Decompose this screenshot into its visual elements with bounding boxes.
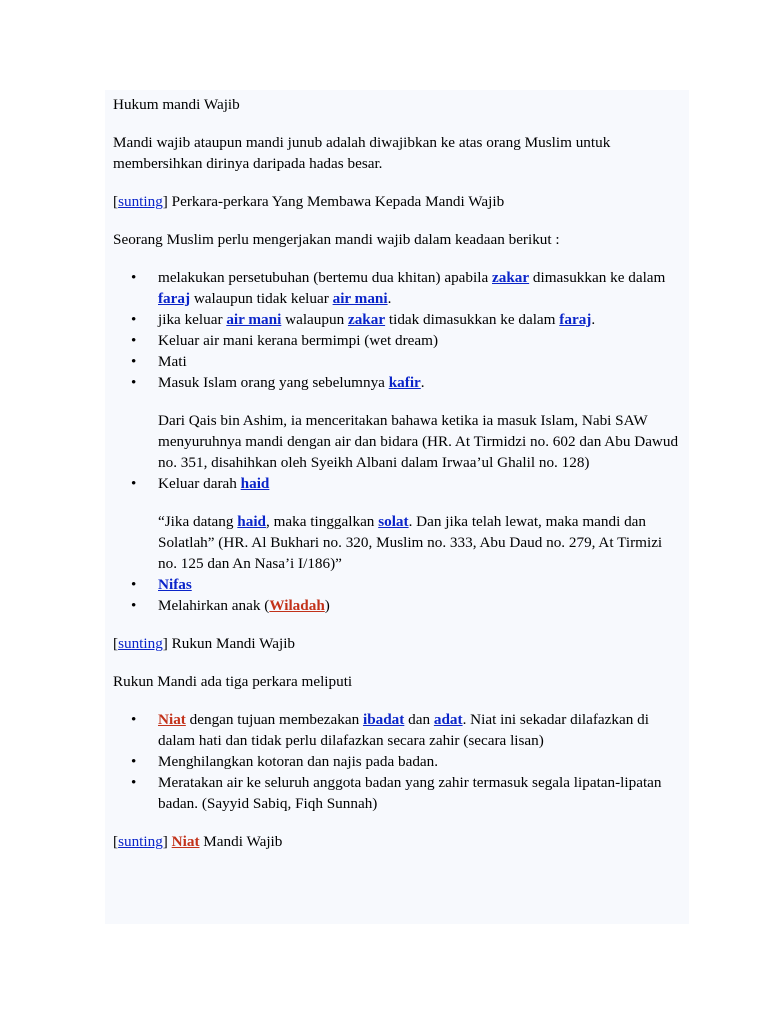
hadith-quote: “Jika datang haid, maka tinggalkan solat. Dan jika telah lewat, maka mandi dan Solatlah” (HR. Al Bukhari no. 320, Muslim no. 333, Abu Daud no. 279, At Tirmizi no. 125 dan An Nasa’i I/186)” xyxy=(158,513,663,572)
hadith-note: Dari Qais bin Ashim, ia menceritakan bahawa ketika ia masuk Islam, Nabi SAW menyuruhnya mandi dengan air dan bidara (HR. At Tirmidzi no. 602 dan Abu Dawud no. 351, disahihkan oleh Syeikh Albani dalam Irwaa’ul Ghalil no. 128) xyxy=(158,412,679,471)
list-item: • melakukan persetubuhan (bertemu dua khitan) apabila zakar dimasukkan ke dalam faraj walaupun tidak keluar air mani. xyxy=(131,269,666,307)
link-solat[interactable]: solat xyxy=(378,513,409,530)
section-lead: Seorang Muslim perlu mengerjakan mandi wajib dalam keadaan berikut : xyxy=(113,231,560,248)
list-item xyxy=(113,574,683,595)
list-item: • Menghilangkan kotoran dan najis pada badan. xyxy=(131,753,439,770)
bullet-icon: • xyxy=(131,475,137,492)
link-niat[interactable]: Niat xyxy=(171,833,200,850)
list-item: • Mati xyxy=(131,353,187,370)
edit-link[interactable]: sunting xyxy=(118,635,163,652)
link-niat[interactable]: Niat xyxy=(158,711,186,728)
list-item: • Keluar darah haid “Jika datang haid, maka tinggalkan solat. Dan jika telah lewat, maka mandi dan Solatlah” (HR. Al Bukhari no. 320, Muslim no. 333, Abu Daud no. 279, At Tirmizi no. 125 dan An Nasa’i I/186)” xyxy=(113,473,683,574)
bullet-icon: • xyxy=(131,269,137,286)
link-zakar[interactable]: zakar xyxy=(492,269,530,286)
section-heading-text: Perkara-perkara Yang Membawa Kepada Mandi Wajib xyxy=(171,193,505,210)
intro-paragraph: Mandi wajib ataupun mandi junub adalah diwajibkan ke atas orang Muslim untuk membersihkan dirinya daripada hadas besar. xyxy=(113,134,611,172)
document-page xyxy=(105,90,689,924)
bullet-icon: • xyxy=(131,374,137,391)
list-item: • Melahirkan anak (Wiladah) xyxy=(131,597,330,614)
bullet-icon: • xyxy=(131,711,137,728)
section-heading-rukun: [sunting] Rukun Mandi Wajib xyxy=(113,635,296,652)
section-heading-text: Rukun Mandi Wajib xyxy=(171,635,296,652)
causes-list xyxy=(113,267,683,616)
link-zakar[interactable]: zakar xyxy=(347,311,386,328)
link-nifas[interactable]: Nifas xyxy=(158,576,192,593)
link-haid[interactable]: haid xyxy=(237,513,267,530)
edit-link[interactable]: sunting xyxy=(118,833,163,850)
bullet-icon: • xyxy=(131,774,137,791)
link-air-mani[interactable]: air mani xyxy=(332,290,388,307)
link-air-mani[interactable]: air mani xyxy=(226,311,282,328)
bullet-icon: • xyxy=(131,753,137,770)
bullet-icon: • xyxy=(131,311,137,328)
rukun-list xyxy=(113,709,683,814)
document-body xyxy=(113,94,683,869)
section-lead: Rukun Mandi ada tiga perkara meliputi xyxy=(113,673,353,690)
link-faraj[interactable]: faraj xyxy=(559,311,592,328)
bullet-icon: • xyxy=(131,597,137,614)
link-ibadat[interactable]: ibadat xyxy=(362,711,405,728)
link-wiladah[interactable]: Wiladah xyxy=(269,597,325,614)
bullet-icon: • xyxy=(131,576,137,593)
list-item: • Meratakan air ke seluruh anggota badan yang zahir termasuk segala lipatan-lipatan badan. (Sayyid Sabiq, Fiqh Sunnah) xyxy=(131,774,662,812)
bullet-icon: • xyxy=(131,332,137,349)
list-item: • Keluar air mani kerana bermimpi (wet dream) xyxy=(131,332,438,349)
list-item: • Masuk Islam orang yang sebelumnya kafir. Dari Qais bin Ashim, ia menceritakan bahawa ketika ia masuk Islam, Nabi SAW menyuruhnya mandi dengan air dan bidara (HR. At Tirmidzi no. 602 dan Abu Dawud no. 351, disahihkan oleh Syeikh Albani dalam Irwaa’ul Ghalil no. 128) xyxy=(113,372,683,473)
section-heading-niat: [sunting] Niat Mandi Wajib xyxy=(113,833,283,850)
list-item: • jika keluar air mani walaupun zakar tidak dimasukkan ke dalam faraj. xyxy=(131,311,596,328)
link-kafir[interactable]: kafir xyxy=(388,374,421,391)
section-heading-perkara: [sunting] Perkara-perkara Yang Membawa Kepada Mandi Wajib xyxy=(113,193,505,210)
edit-link[interactable]: sunting xyxy=(118,193,163,210)
link-faraj[interactable]: faraj xyxy=(158,290,191,307)
bullet-icon: • xyxy=(131,353,137,370)
list-item: • Niat dengan tujuan membezakan ibadat dan adat. Niat ini sekadar dilafazkan di dalam hati dan tidak perlu dilafazkan secara zahir (secara lisan) xyxy=(131,711,649,749)
page-title: Hukum mandi Wajib xyxy=(113,96,240,113)
link-adat[interactable]: adat xyxy=(433,711,463,728)
link-haid[interactable]: haid xyxy=(240,475,270,492)
